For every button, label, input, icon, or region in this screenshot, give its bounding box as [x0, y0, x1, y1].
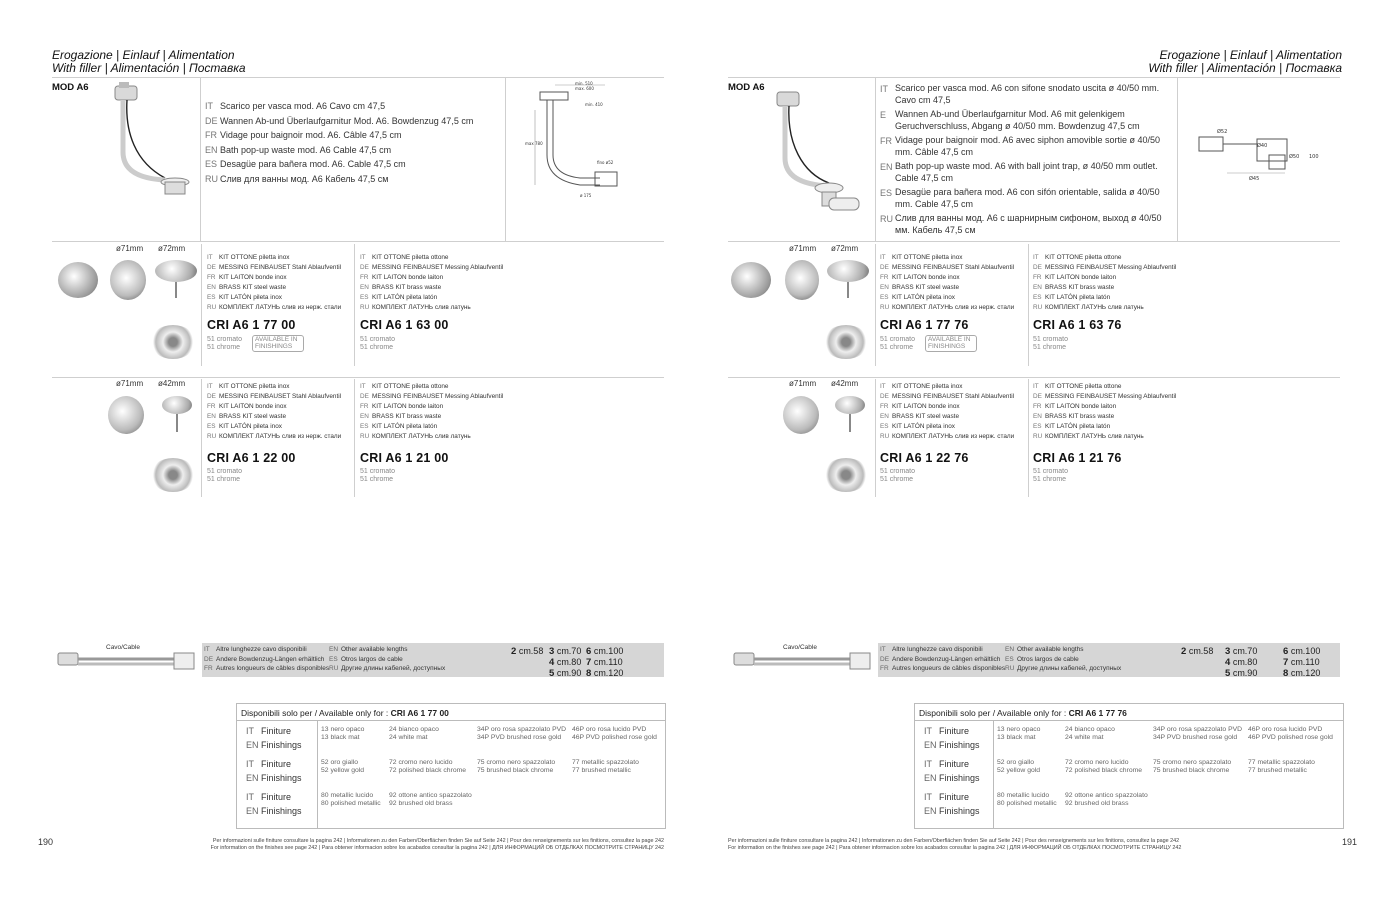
product-code: CRI A6 1 77 00	[207, 318, 296, 332]
finish-swatch: 13 nero opaco 13 black mat	[321, 726, 365, 741]
plug-image	[827, 260, 869, 282]
plug-image	[835, 396, 865, 414]
waste-strainer-image	[823, 458, 869, 492]
finish: 51 cromato 51 chrome	[360, 336, 396, 351]
page-header	[1148, 49, 1342, 75]
finish-swatch: 92 ottone antico spazzolato 92 brushed old brass	[1065, 792, 1148, 807]
finish: 51 cromato 51 chrome	[1033, 336, 1069, 351]
kit-desc: IT KIT OTTONE piletta ottone DE MESSING FEINBAUSET Messing Ablaufventil FR KIT LAITON bonde laiton EN BRASS KIT brass waste ES KIT LATÓN pileta latón RU КОМПЛЕКТ ЛАТУНЬ слив латунь	[360, 383, 504, 440]
model-title: MOD A6	[52, 82, 89, 93]
finish-swatch: 75 cromo nero spazzolato 75 brushed black chrome	[477, 759, 556, 774]
cable-info: IT Altre lunghezze cavo disponibili DE Andere Bowdenzug-Längen erhältlich FR Autres longueurs de câbles disponibles	[880, 646, 1006, 672]
length-item: 7 cm.110	[586, 657, 623, 668]
dim-2: ø72mm	[158, 244, 186, 253]
plug-image	[162, 396, 192, 414]
cable-label: Cavo/Cable	[106, 644, 140, 651]
page-number: 190	[38, 837, 54, 847]
finish-swatch: 46P oro rosa lucido PVD 46P PVD polished rose gold	[1248, 726, 1333, 741]
product-code: CRI A6 1 22 00	[207, 451, 296, 465]
finish: 51 cromato 51 chrome	[207, 468, 243, 483]
svg-text:Ø45: Ø45	[1249, 176, 1260, 182]
cable-info: IT Altre lunghezze cavo disponibili DE Andere Bowdenzug-Längen erhältlich FR Autres longueurs de câbles disponibles	[204, 646, 330, 672]
available-badge: AVAILABLE IN FINISHINGS	[252, 335, 304, 352]
finishings-label: IT Finiture EN Finishings	[246, 726, 302, 750]
waste-strainer-image	[823, 325, 869, 359]
finishings-label: IT Finiture EN Finishings	[246, 759, 302, 783]
finishings-title: Disponibili solo per / Available only for : CRI A6 1 77 76	[919, 708, 1127, 718]
header-line-2: With filler | Alimentación | Поставка	[1148, 61, 1342, 75]
finish-swatch: 77 metallic spazzolato 77 brushed metallic	[1248, 759, 1315, 774]
cable-info: EN Other available lengths ES Otros largos de cable RU Другие длины кабелей, доступных	[1005, 646, 1122, 672]
product-code: CRI A6 1 77 76	[880, 318, 969, 332]
overflow-cover-image	[108, 396, 144, 434]
svg-text:Ø52: Ø52	[1217, 129, 1228, 135]
finish-swatch: 34P oro rosa spazzolato PVD 34P PVD brushed rose gold	[1153, 726, 1243, 741]
finish-swatch: 72 cromo nero lucido 72 polished black chrome	[1065, 759, 1143, 774]
finish: 51 cromato 51 chrome	[207, 336, 243, 351]
finish-swatch: 72 cromo nero lucido 72 polished black chrome	[389, 759, 467, 774]
length-item: 2 cm.58	[511, 646, 544, 657]
finish-swatch: 52 oro giallo 52 yellow gold	[321, 759, 365, 774]
length-item: 8 cm.120	[586, 668, 624, 679]
waste-strainer-image	[150, 458, 196, 492]
length-item: 5 cm.90	[549, 668, 582, 679]
svg-text:max. 600: max. 600	[575, 86, 594, 91]
finish: 51 cromato 51 chrome	[880, 336, 916, 351]
finishings-box	[914, 703, 1344, 829]
product-code: CRI A6 1 63 76	[1033, 318, 1122, 332]
finishings-box	[236, 703, 666, 829]
overflow-cover-image	[783, 396, 819, 434]
length-item: 3 cm.70	[549, 646, 582, 657]
bath-waste-siphon-image	[767, 88, 867, 218]
header-line-1: Erogazione | Einlauf | Alimentation	[1159, 48, 1342, 62]
bath-waste-image	[105, 82, 195, 202]
product-code: CRI A6 1 21 76	[1033, 451, 1122, 465]
finish-swatch: 34P oro rosa spazzolato PVD 34P PVD brushed rose gold	[477, 726, 567, 741]
kit-desc: IT KIT OTTONE piletta inox DE MESSING FEINBAUSET Stahl Ablaufventil FR KIT LAITON bonde inox EN BRASS KIT steel waste ES KIT LATÓN pileta inox RU КОМПЛЕКТ ЛАТУНЬ слив из нерж. стали	[880, 383, 1015, 440]
header-line-2: With filler | Alimentación | Поставка	[52, 61, 246, 75]
finish: 51 cromato 51 chrome	[880, 468, 916, 483]
product-code: CRI A6 1 22 76	[880, 451, 969, 465]
footer-note: Per informazioni sulle finiture consultare la pagina 242 | Informationen zu den Farben/Oberflächen finden Sie auf Seite 242 | Pour des renseignements sur les finitions, consultez la page 242 For information on the finishes see page 242 | Para obtener informacion sobre los acabados consultar la pagina 242 | ДЛЯ ИНФОРМАЦИЙ ОБ ОТДЕЛКАХ ПОСМОТРИТЕ СТРАНИЦУ 242	[728, 838, 1182, 851]
technical-drawing	[525, 80, 635, 205]
svg-text:ø 175: ø 175	[580, 193, 592, 198]
cable-label: Cavo/Cable	[783, 644, 817, 651]
dim-2: ø42mm	[831, 379, 859, 388]
kit-desc: IT KIT OTTONE piletta inox DE MESSING FEINBAUSET Stahl Ablaufventil FR KIT LAITON bonde inox EN BRASS KIT steel waste ES KIT LATÓN pileta inox RU КОМПЛЕКТ ЛАТУНЬ слив из нерж. стали	[207, 383, 342, 440]
length-item: 6 cm.100	[1283, 646, 1321, 657]
product-code: CRI A6 1 21 00	[360, 451, 449, 465]
overflow-cover-image	[58, 262, 98, 298]
finish-swatch: 24 bianco opaco 24 white mat	[1065, 726, 1115, 741]
finishings-label: IT Finiture EN Finishings	[246, 792, 302, 816]
length-item: 8 cm.120	[1283, 668, 1321, 679]
overflow-cover-image	[731, 262, 771, 298]
finishings-title: Disponibili solo per / Available only for : CRI A6 1 77 00	[241, 708, 449, 718]
kit-desc: IT KIT OTTONE piletta ottone DE MESSING FEINBAUSET Messing Ablaufventil FR KIT LAITON bonde laiton EN BRASS KIT brass waste ES KIT LATÓN pileta latón RU КОМПЛЕКТ ЛАТУНЬ слив латунь	[1033, 383, 1177, 440]
overflow-ring-image	[110, 260, 146, 300]
finishings-label: IT Finiture EN Finishings	[924, 726, 980, 750]
technical-drawing	[1197, 125, 1327, 185]
right-page	[697, 0, 1394, 901]
description-list: IT Scarico per vasca mod. A6 con sifone snodato uscita ø 40/50 mm. Cavo cm 47,5 E Wannen Ab-und Überlaufgarnitur Mod. A6 mit gelenkigem Geruchverschluss, Abgang ø 40/50 mm. Bowdenzug 47,5 cm FR Vidage pour baignoir mod. A6 avec siphon amovible sortie ø 40/50 mm. Câble 47,5 cm EN Bath pop-up waste mod. A6 with ball joint trap, ø 40/50 mm outlet. Cable 47,5 cm ES Desagüe para bañera mod. A6 con sifón orientable, salida ø 40/50 mm. Cable 47,5 cm RU Слив для ванны мод. A6 с шарнирным сифоном, выход ø 40/50 мм. Кабель 47,5 см	[880, 83, 1162, 235]
svg-text:max 780: max 780	[525, 141, 543, 146]
dim-1: ø71mm	[789, 244, 817, 253]
kit-desc: IT KIT OTTONE piletta inox DE MESSING FEINBAUSET Stahl Ablaufventil FR KIT LAITON bonde inox EN BRASS KIT steel waste ES KIT LATÓN pileta inox RU КОМПЛЕКТ ЛАТУНЬ слив из нерж. стали	[880, 254, 1015, 311]
length-item: 3 cm.70	[1225, 646, 1258, 657]
svg-text:min. 410: min. 410	[585, 102, 603, 107]
finish-swatch: 77 metallic spazzolato 77 brushed metallic	[572, 759, 639, 774]
finish-swatch: 13 nero opaco 13 black mat	[997, 726, 1041, 741]
dim-2: ø42mm	[158, 379, 186, 388]
kit-desc: IT KIT OTTONE piletta ottone DE MESSING FEINBAUSET Messing Ablaufventil FR KIT LAITON bonde laiton EN BRASS KIT brass waste ES KIT LATÓN pileta latón RU КОМПЛЕКТ ЛАТУНЬ слив латунь	[360, 254, 504, 311]
plug-image	[155, 260, 197, 282]
finish: 51 cromato 51 chrome	[360, 468, 396, 483]
length-item: 7 cm.110	[1283, 657, 1320, 668]
finish: 51 cromato 51 chrome	[1033, 468, 1069, 483]
length-item: 2 cm.58	[1181, 646, 1214, 657]
available-badge: AVAILABLE IN FINISHINGS	[925, 335, 977, 352]
finishings-label: IT Finiture EN Finishings	[924, 759, 980, 783]
cable-info: EN Other available lengths ES Otros largos de cable RU Другие длины кабелей, доступных	[329, 646, 446, 672]
finish-swatch: 24 bianco opaco 24 white mat	[389, 726, 439, 741]
dim-1: ø71mm	[116, 379, 144, 388]
page-number: 191	[1342, 837, 1358, 847]
svg-text:Ø40: Ø40	[1257, 143, 1268, 149]
svg-text:min. 510: min. 510	[575, 81, 593, 86]
svg-text:Ø50: Ø50	[1289, 154, 1300, 160]
length-item: 4 cm.80	[549, 657, 582, 668]
length-item: 4 cm.80	[1225, 657, 1258, 668]
finish-swatch: 80 metallic lucido 80 polished metallic	[321, 792, 381, 807]
dim-1: ø71mm	[789, 379, 817, 388]
kit-desc: IT KIT OTTONE piletta inox DE MESSING FEINBAUSET Stahl Ablaufventil FR KIT LAITON bonde inox EN BRASS KIT steel waste ES KIT LATÓN pileta inox RU КОМПЛЕКТ ЛАТУНЬ слив из нерж. стали	[207, 254, 342, 311]
waste-strainer-image	[150, 325, 196, 359]
svg-text:100: 100	[1309, 154, 1319, 160]
finish-swatch: 75 cromo nero spazzolato 75 brushed black chrome	[1153, 759, 1232, 774]
header-line-1: Erogazione | Einlauf | Alimentation	[52, 48, 235, 62]
page-header	[52, 49, 246, 75]
finish-swatch: 80 metallic lucido 80 polished metallic	[997, 792, 1057, 807]
dim-2: ø72mm	[831, 244, 859, 253]
model-title: MOD A6	[728, 82, 765, 93]
overflow-ring-image	[785, 260, 819, 300]
svg-text:fino ø52: fino ø52	[597, 160, 614, 165]
finishings-label: IT Finiture EN Finishings	[924, 792, 980, 816]
finish-swatch: 46P oro rosa lucido PVD 46P PVD polished rose gold	[572, 726, 657, 741]
length-item: 5 cm.90	[1225, 668, 1258, 679]
kit-desc: IT KIT OTTONE piletta ottone DE MESSING FEINBAUSET Messing Ablaufventil FR KIT LAITON bonde laiton EN BRASS KIT brass waste ES KIT LATÓN pileta latón RU КОМПЛЕКТ ЛАТУНЬ слив латунь	[1033, 254, 1177, 311]
description-list: IT Scarico per vasca mod. A6 Cavo cm 47,5 DE Wannen Ab-und Überlaufgarnitur Mod. A6. Bowdenzug 47,5 cm FR Vidage pour baignoir mod. A6. Câble 47,5 cm EN Bath pop-up waste mod. A6 Cable 47,5 cm ES Desagüe para bañera mod. A6. Cable 47,5 cm RU Слив для ванны мод. A6 Кабель 47,5 см	[205, 101, 474, 184]
dim-1: ø71mm	[116, 244, 144, 253]
product-code: CRI A6 1 63 00	[360, 318, 449, 332]
finish-swatch: 52 oro giallo 52 yellow gold	[997, 759, 1041, 774]
length-item: 6 cm.100	[586, 646, 624, 657]
footer-note: Per informazioni sulle finiture consultare la pagina 242 | Informationen zu den Farben/Oberflächen finden Sie auf Seite 242 | Pour des renseignements sur les finitions, consultez la page 242 For information on the finishes see page 242 | Para obtener informacion sobre los acabados consultar la pagina 242 | ДЛЯ ИНФОРМАЦИЙ ОБ ОТДЕЛКАХ ПОСМОТРИТЕ СТРАНИЦУ 242	[210, 838, 664, 851]
finish-swatch: 92 ottone antico spazzolato 92 brushed old brass	[389, 792, 472, 807]
